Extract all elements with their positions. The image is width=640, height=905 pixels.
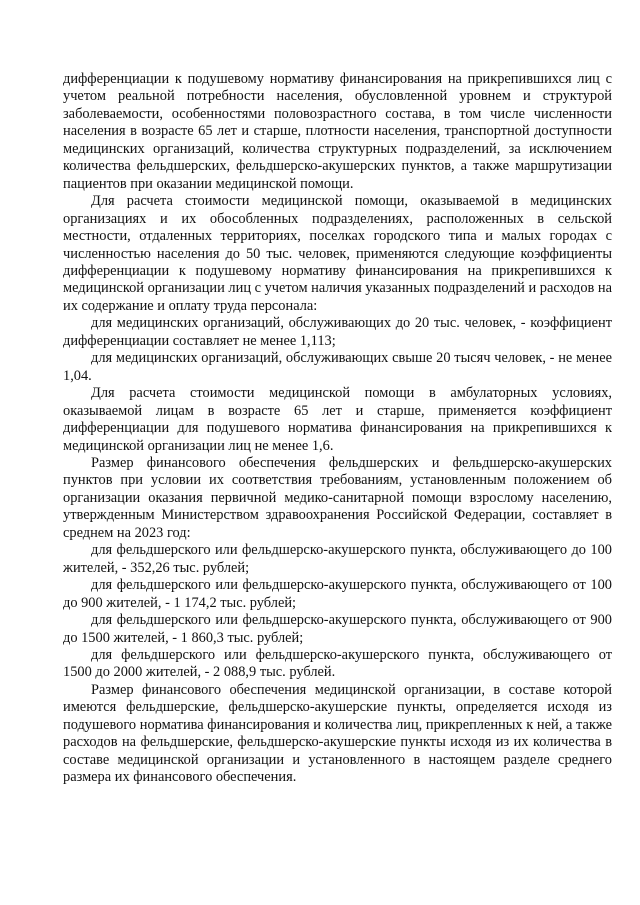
paragraph-rural-coefficients: Для расчета стоимости медицинской помощи, оказываемой в медицинских организациях и их обособленных подразделениях, расположенных в сельской местности, отдаленных территориях, поселках городского типа и малых городах с численностью населения до 50 тыс. человек, применяются следующие коэффициенты дифференциации к подушевому нормативу финансирования на прикрепившихся к медицинской организации лиц с учетом наличия указанных подразделений и расходов на их содержание и оплату труда персонала: — [63, 193, 612, 314]
paragraph-fap-funding: Размер финансового обеспечения фельдшерских и фельдшерско-акушерских пунктов при условии их соответствия требованиям, установленным положением об организации оказания первичной медико-санитарной помощи взрослому населению, утвержденным Министерством здравоохранения Российской Федерации, составляет в среднем на 2023 год: — [63, 454, 612, 541]
list-item-over-20k: для медицинских организаций, обслуживающих свыше 20 тысяч человек, - не менее 1,04. — [63, 350, 612, 384]
document-page — [63, 71, 612, 787]
paragraph-organization-funding: Размер финансового обеспечения медицинской организации, в составе которой имеются фельдшерские, фельдшерско-акушерские пункты, определяется исходя из подушевого норматива финансирования и количества лиц, прикрепленных к ней, а также расходов на фельдшерские, фельдшерско-акушерские пункты исходя из их количества в составе медицинской организации и установленного в настоящем разделе среднего размера их финансового обеспечения. — [63, 681, 612, 786]
list-item-fap-900-1500: для фельдшерского или фельдшерско-акушерского пункта, обслуживающего от 900 до 1500 жителей, - 1 860,3 тыс. рублей; — [63, 612, 612, 646]
paragraph-age-65-coefficient: Для расчета стоимости медицинской помощи в амбулаторных условиях, оказываемой лицам в возрасте 65 лет и старше, применяется коэффициент дифференциации для подушевого норматива финансирования на прикрепившихся к медицинской организации лиц не менее 1,6. — [63, 385, 612, 454]
list-item-fap-100: для фельдшерского или фельдшерско-акушерского пункта, обслуживающего до 100 жителей, - 352,26 тыс. рублей; — [63, 542, 612, 576]
list-item-up-to-20k: для медицинских организаций, обслуживающих до 20 тыс. человек, - коэффициент дифференциации составляет не менее 1,113; — [63, 315, 612, 349]
paragraph-continuation: дифференциации к подушевому нормативу финансирования на прикрепившихся лиц с учетом реальной потребности населения, обусловленной уровнем и структурой заболеваемости, особенностями половозрастного состава, в том числе численности населения в возрасте 65 лет и старше, плотности населения, транспортной доступности медицинских организаций, количества структурных подразделений, за исключением количества фельдшерских, фельдшерско-акушерских пунктов, а также маршрутизации пациентов при оказании медицинской помощи. — [63, 71, 612, 192]
list-item-fap-1500-2000: для фельдшерского или фельдшерско-акушерского пункта, обслуживающего от 1500 до 2000 жителей, - 2 088,9 тыс. рублей. — [63, 646, 612, 681]
list-item-fap-100-900: для фельдшерского или фельдшерско-акушерского пункта, обслуживающего от 100 до 900 жителей, - 1 174,2 тыс. рублей; — [63, 577, 612, 611]
